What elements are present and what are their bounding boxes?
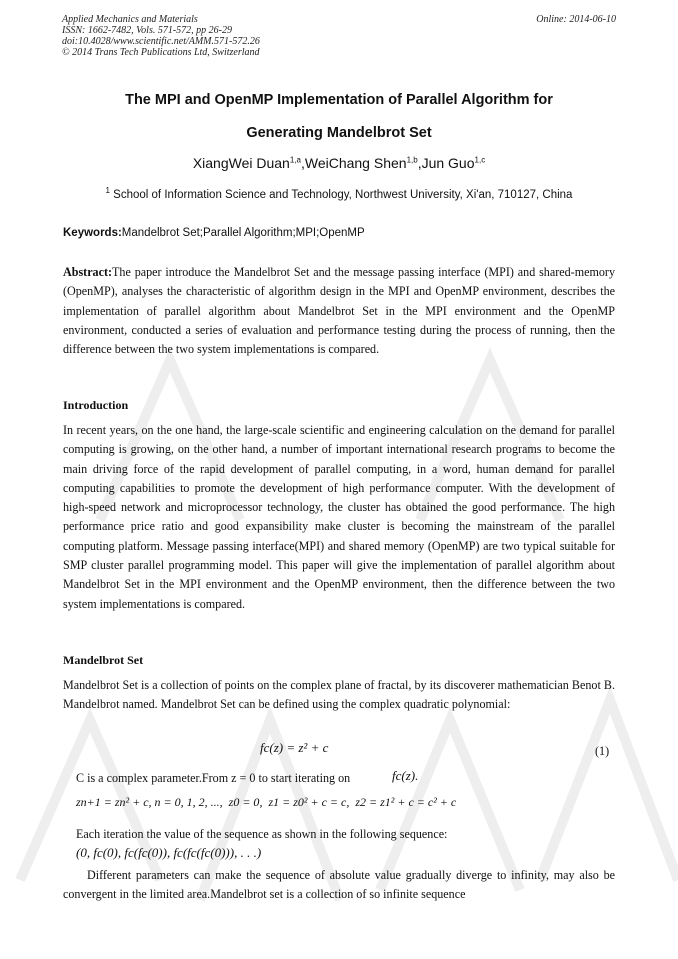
- author-affiliation-mark: 1,c: [474, 155, 486, 165]
- mandelbrot-heading: Mandelbrot Set: [63, 653, 144, 667]
- affiliation-text: School of Information Science and Technology, Northwest University, Xi'an, 710127, China: [109, 188, 573, 201]
- journal-header: [62, 14, 260, 58]
- abstract: [63, 263, 615, 359]
- mandelbrot-final-text: Different parameters can make the sequence of absolute value gradually diverge to infinity, may also be convergent in the limited area.Mandelbrot set is a collection of so infinite sequence: [63, 868, 615, 902]
- introduction-heading: Introduction: [63, 398, 129, 412]
- keywords-label: Keywords:: [63, 227, 122, 239]
- equation-1-number: (1): [595, 744, 610, 758]
- iteration-z2: z2 = z1² + c = c² + c: [355, 795, 457, 809]
- parameter-math: fc(z).: [392, 768, 419, 783]
- online-date: Online: 2014-06-10: [536, 14, 616, 25]
- journal-name: Applied Mechanics and Materials: [62, 14, 198, 25]
- author-list: XiangWei Duan$^{1,a}$,WeiChang Shen$^{1,b}$,Jun Guo$^{1,c}$: [192, 155, 486, 171]
- doi: doi:10.4028/www.scientific.net/AMM.571-572.26: [62, 36, 260, 47]
- abstract-text: The paper introduce the Mandelbrot Set and the message passing interface (MPI) and shared-memory (OpenMP), analyses the characteristic of algorithm design in the MPI and OpenMP environment, describes the implementation of parallel algorithm about Mandelbrot Set in the MPI environment and the OpenMP environment, conducted a series of evaluation and performance testing during the process of running, then the difference between the two system implementations is compared.: [63, 265, 615, 357]
- author-name: Jun Guo: [421, 155, 475, 171]
- sequence-text: Each iteration the value of the sequence as shown in the following sequence:: [76, 827, 448, 841]
- author-name: WeiChang Shen: [304, 155, 407, 171]
- author-affiliation-mark: 1,b: [406, 155, 418, 165]
- keywords: [63, 227, 365, 239]
- sequence-math: (0, fc(0), fc(fc(0)), fc(fc(fc(0))), . . .): [76, 845, 262, 860]
- author-affiliation-mark: 1,a: [289, 155, 301, 165]
- iteration-recurrence: zn+1 = zn² + c, n = 0, 1, 2, ...: [76, 795, 220, 809]
- affiliation-mark: 1: [105, 186, 110, 195]
- copyright: © 2014 Trans Tech Publications Ltd, Switzerland: [62, 47, 260, 58]
- keywords-text: Mandelbrot Set;Parallel Algorithm;MPI;OpenMP: [121, 227, 365, 239]
- affiliation: [40, 186, 638, 201]
- iteration-formula: zn+1 = zn² + c, n = 0, 1, 2, ..., z0 = 0, z1 = z0² + c = c, z2 = z1² + c = c² + c: [76, 795, 457, 809]
- author-name: XiangWei Duan: [192, 155, 290, 171]
- parameter-text: C is a complex parameter.From z = 0 to start iterating on: [76, 771, 351, 785]
- introduction-text: In recent years, on the one hand, the large-scale scientific and engineering calculation on the demand for parallel computing is growing, on the other hand, a number of important international research programs to become the main driving force of the rapid development of parallel computing, in a word, human demand for parallel computing capabilities to promote the development of high performance computer. With the development of high-speed network and microprocessor technology, the cluster has obtained the good performance. The high performance price ratio and good expansibility make cluster is becoming the mainstream of the parallel computing platform. Message passing interface(MPI) and shared memory (OpenMP) are two typical suitable for SMP cluster parallel programming model. This paper will give the implementation of parallel algorithm about Mandelbrot Set in the MPI environment and the OpenMP environment, then the difference between the two system implementations is compared.: [63, 423, 615, 611]
- equation-1: fc(z) = z² + c: [260, 740, 329, 755]
- abstract-label: Abstract:: [63, 265, 113, 279]
- mandelbrot-text: Mandelbrot Set is a collection of points on the complex plane of fractal, by its discoverer mathematician Benot B. Mandelbrot named. Mandelbrot Set can be defined using the complex quadratic polynomial:: [63, 678, 615, 712]
- paper-title-line2: Generating Mandelbrot Set: [246, 125, 432, 141]
- issn: ISSN: 1662-7482, Vols. 571-572, pp 26-29: [62, 25, 232, 36]
- paper-title-line1: The MPI and OpenMP Implementation of Parallel Algorithm for: [125, 92, 553, 108]
- iteration-z1: z1 = z0² + c = c: [268, 795, 347, 809]
- iteration-z0: z0 = 0: [228, 795, 260, 809]
